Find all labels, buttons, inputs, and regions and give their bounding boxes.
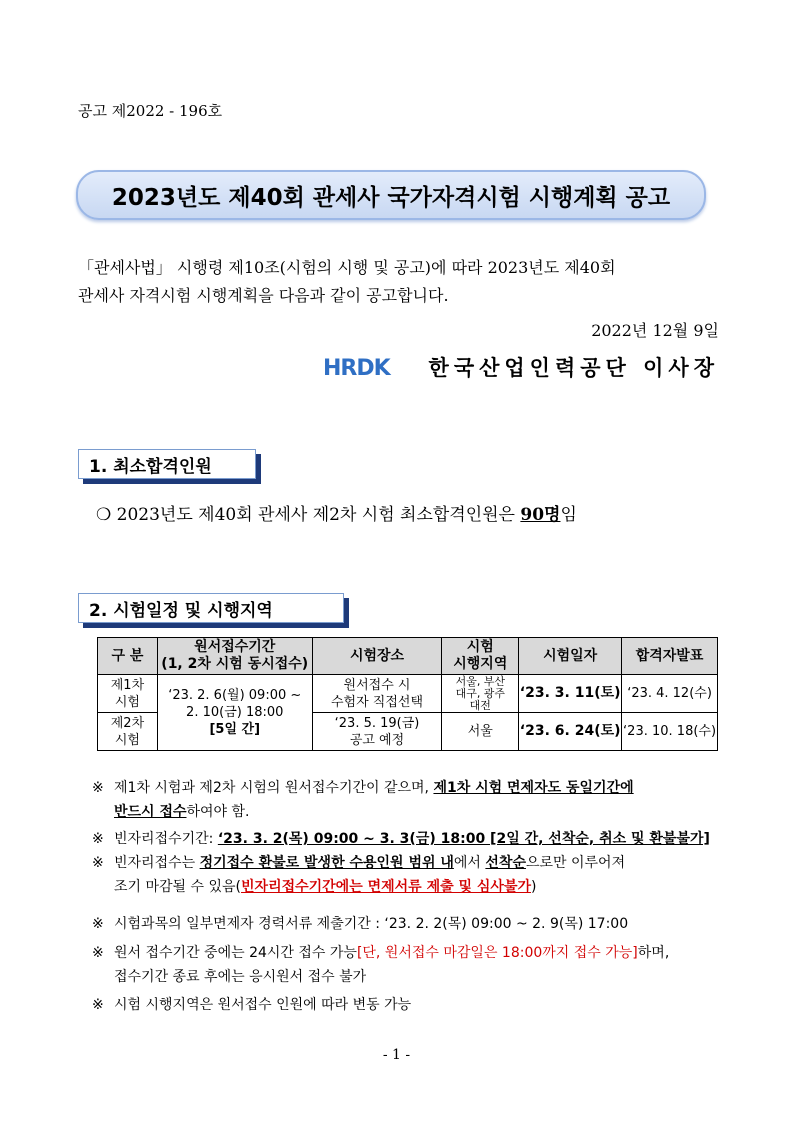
row2-category: 제2차 시험 xyxy=(98,713,158,751)
header-exam-venue: 시험장소 xyxy=(312,638,442,675)
notice-number: 공고 제2022 - 196호 xyxy=(78,102,223,120)
row2-result-date: ‘23. 10. 18(수) xyxy=(622,713,718,751)
note-3: ※ 빈자리접수는 정기접수 환불로 발생한 수용인원 범위 내에서 선착순으로만 이루어져 조기 마감될 수 있음(빈자리접수기간에는 면제서류 제출 및 심사불가) xyxy=(92,851,722,899)
min-pass-count: 90명 xyxy=(520,505,561,525)
page-number: - 1 - xyxy=(382,1047,411,1063)
issuer xyxy=(323,352,719,382)
note-mark: ※ xyxy=(92,855,104,871)
note-mark: ※ xyxy=(92,831,104,847)
note-5: ※ 원서 접수기간 중에는 24시간 접수 가능[단, 원서접수 마감일은 18:00까지 접수 가능]하며, 접수기간 종료 후에는 응시원서 접수 불가 xyxy=(92,941,722,989)
hrdk-logo-text: HRDK xyxy=(322,356,390,378)
header-category: 구 분 xyxy=(98,638,158,675)
hrdk-logo-icon xyxy=(323,356,409,378)
min-pass-suffix: 임 xyxy=(560,505,577,525)
intro-line-2: 관세사 자격시험 시행계획을 다음과 같이 공고합니다. xyxy=(78,286,449,305)
header-exam-region: 시험 시행지역 xyxy=(442,638,519,675)
row1-region: 서울, 부산 대구, 광주 대전 xyxy=(442,675,519,713)
note-4: ※ 시험과목의 일부면제자 경력서류 제출기간 : ‘23. 2. 2(목) 09:00 ~ 2. 9(목) 17:00 xyxy=(92,912,722,936)
row1-result-date: ‘23. 4. 12(수) xyxy=(622,675,718,713)
intro-line-1: 「관세사법」 시행령 제10조(시험의 시행 및 공고)에 따라 2023년도 제40회 xyxy=(78,258,616,277)
application-period-cell: ‘23. 2. 6(월) 09:00 ~ 2. 10(금) 18:00 [5일 간] xyxy=(157,675,312,751)
table-row xyxy=(98,675,718,713)
row2-venue: ‘23. 5. 19(금) 공고 예정 xyxy=(312,713,442,751)
row2-exam-date: ‘23. 6. 24(토) xyxy=(519,713,622,751)
exam-schedule-table xyxy=(97,637,718,751)
section-2-heading: 2. 시험일정 및 시행지역 xyxy=(78,593,344,623)
section-1-heading: 1. 최소합격인원 xyxy=(78,449,256,479)
row1-venue: 원서접수 시 수험자 직접선택 xyxy=(312,675,442,713)
row1-category: 제1차 시험 xyxy=(98,675,158,713)
header-application-period: 원서접수기간 (1, 2차 시험 동시접수) xyxy=(157,638,312,675)
note-mark: ※ xyxy=(92,780,104,796)
row2-region: 서울 xyxy=(442,713,519,751)
notice-date: 2022년 12월 9일 xyxy=(591,321,719,340)
hrdk-logo xyxy=(323,356,409,378)
note-mark: ※ xyxy=(92,997,104,1013)
min-pass-text: 2023년도 제40회 관세사 제2차 시험 최소합격인원은 xyxy=(116,505,521,525)
note-6: ※ 시험 시행지역은 원서접수 인원에 따라 변동 가능 xyxy=(92,993,722,1017)
section-1-text xyxy=(96,500,577,525)
issuer-name: 한국산업인력공단 이사장 xyxy=(428,356,719,380)
bullet-icon: ❍ xyxy=(96,505,112,525)
note-1: ※ 제1차 시험과 제2차 시험의 원서접수기간이 같으며, 제1차 시험 면제자도 동일기간에 반드시 접수하여야 함. xyxy=(92,776,722,824)
page-title: 2023년도 제40회 관세사 국가자격시험 시행계획 공고 xyxy=(111,184,671,211)
header-exam-date: 시험일자 xyxy=(519,638,622,675)
title-banner xyxy=(76,170,706,220)
note-mark: ※ xyxy=(92,945,104,961)
note-2: ※ 빈자리접수기간: ‘23. 3. 2(목) 09:00 ~ 3. 3(금) 18:00 [2일 간, 선착순, 취소 및 환불불가] xyxy=(92,827,722,851)
note-mark: ※ xyxy=(92,916,104,932)
row1-exam-date: ‘23. 3. 11(토) xyxy=(519,675,622,713)
header-result-date: 합격자발표 xyxy=(622,638,718,675)
